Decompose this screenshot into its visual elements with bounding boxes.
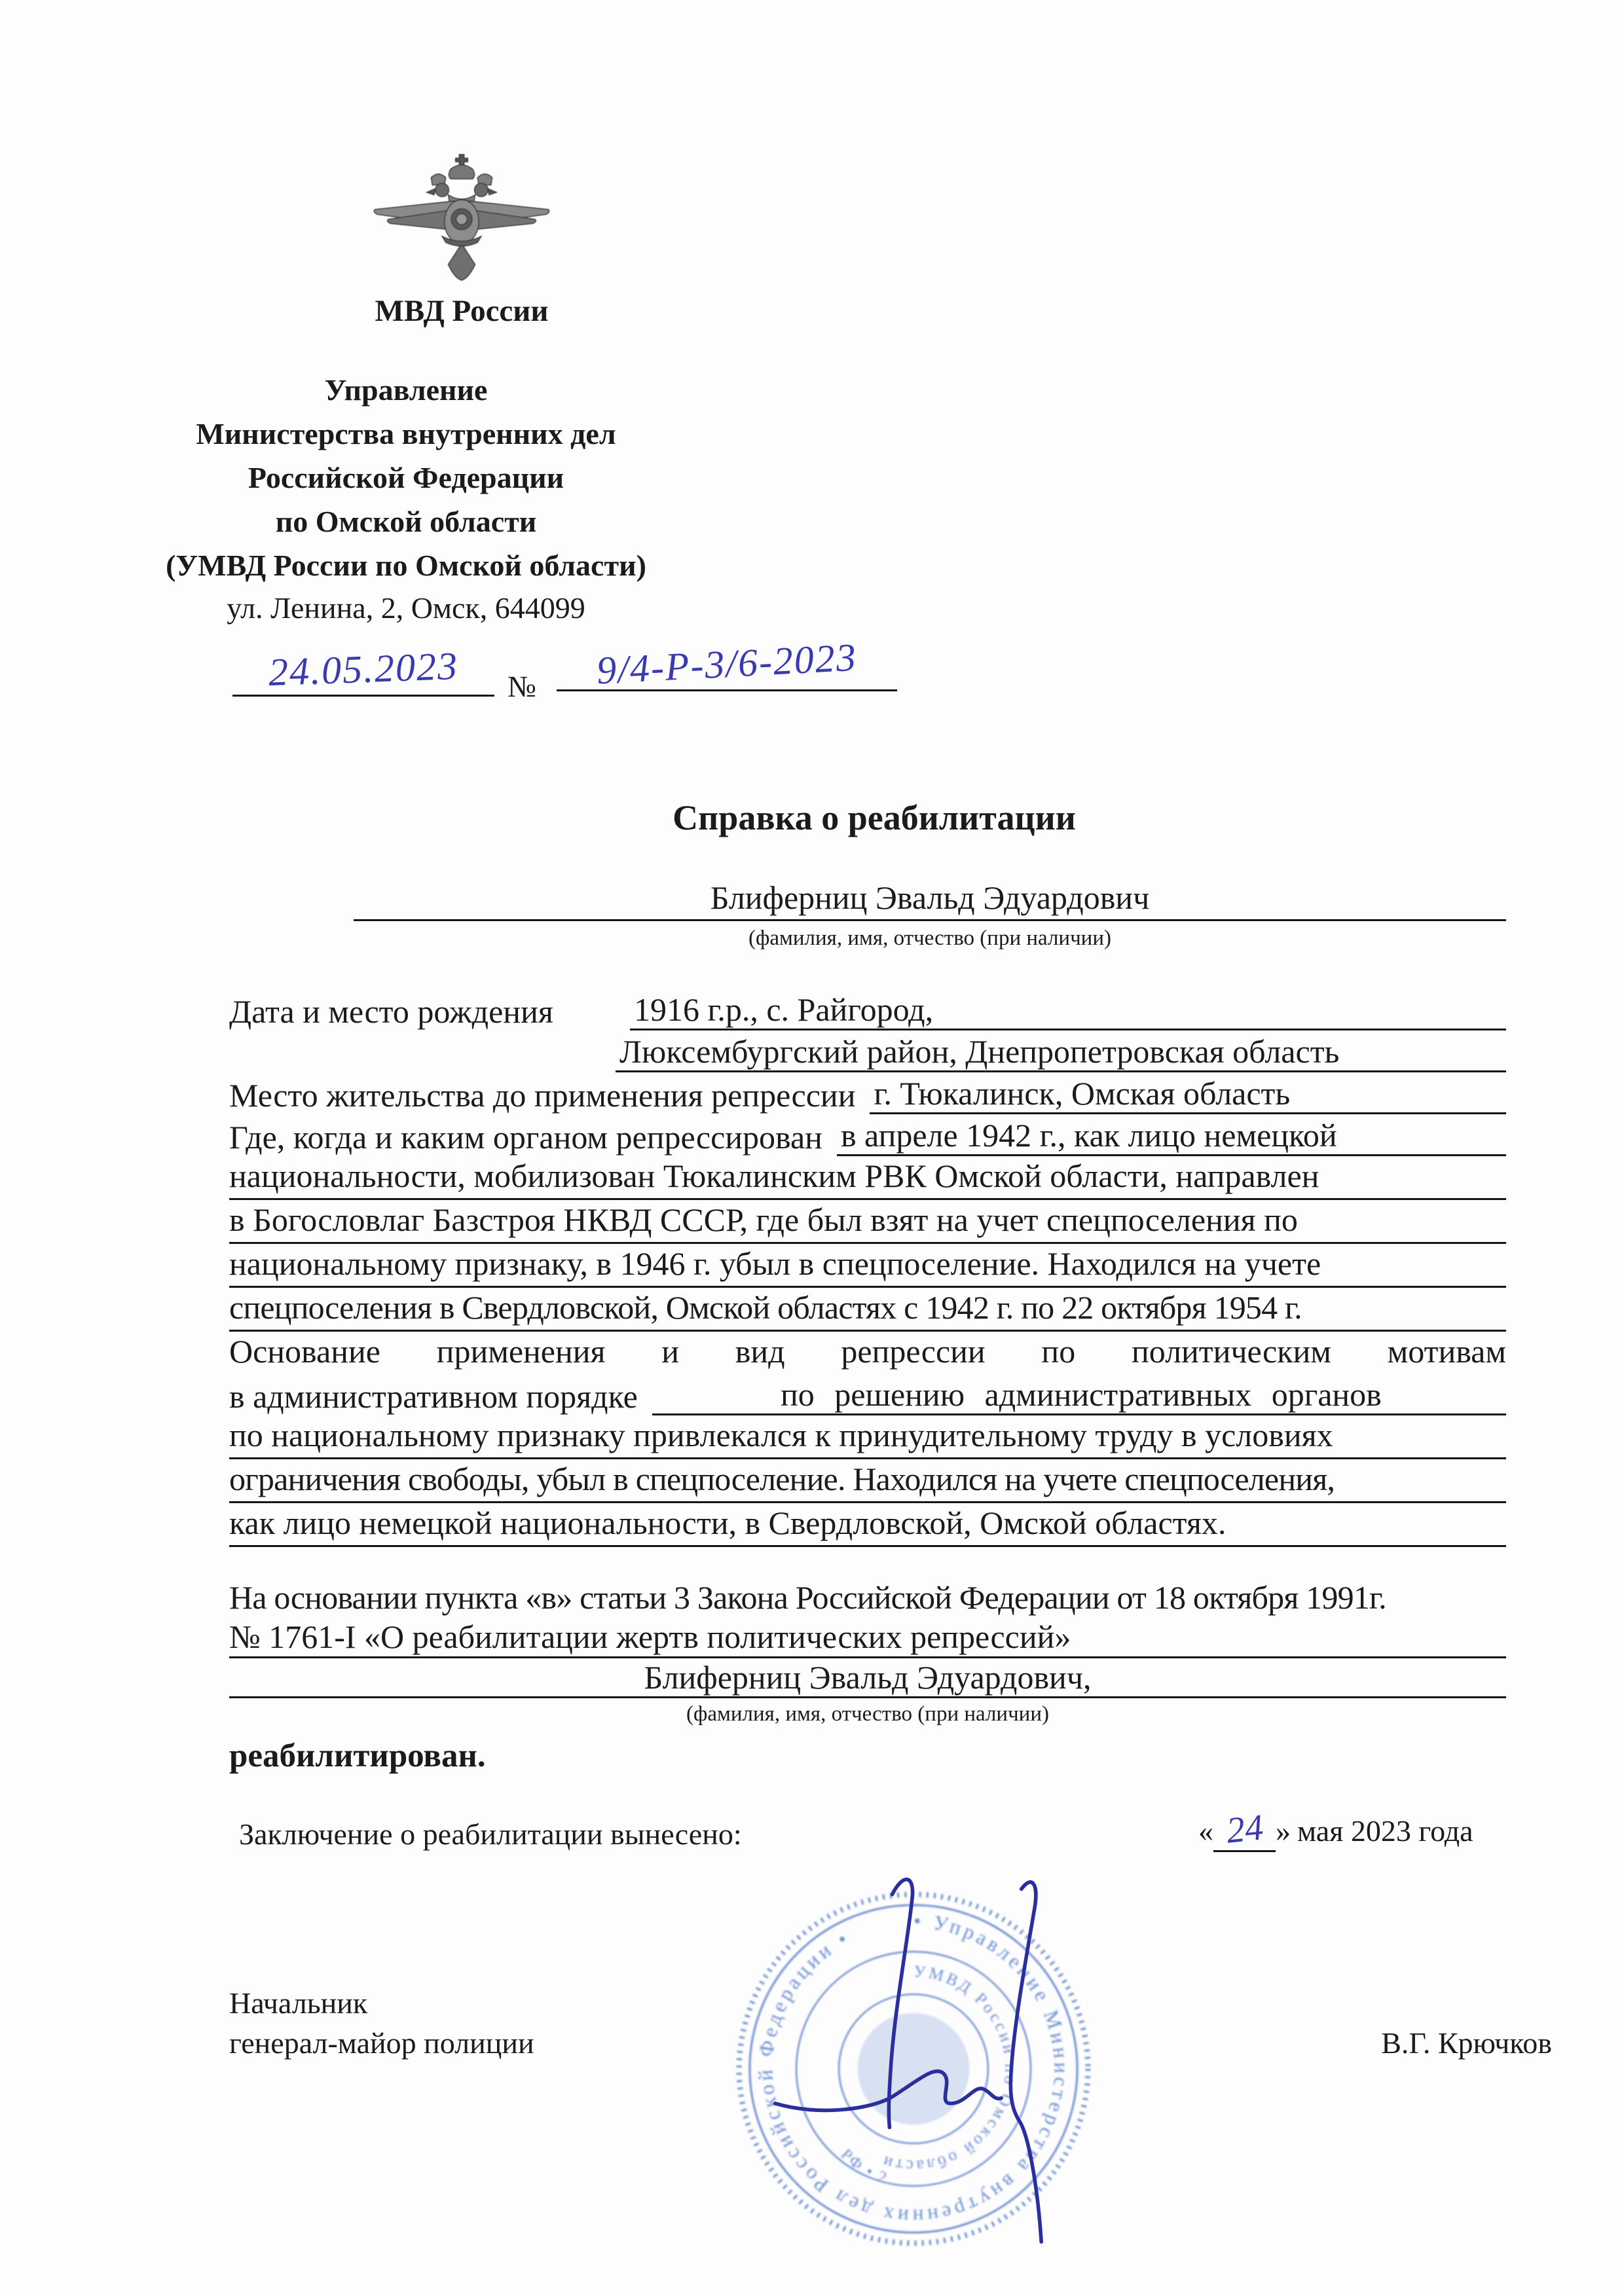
field-basis-label-line: Основание применения и вид репрессии по политическим мотивам	[229, 1333, 1506, 1370]
quote-close: »	[1276, 1814, 1291, 1848]
field-birth	[229, 989, 1506, 1030]
field-basis	[229, 1374, 1506, 1415]
issue-date-field	[232, 644, 494, 697]
field-residence-value: г. Тюкалинск, Омская область	[870, 1074, 1506, 1114]
conclusion-label: Заключение о реабилитации вынесено:	[239, 1817, 742, 1851]
field-residence	[229, 1072, 1506, 1114]
rehabilitated-name-line: Блиферниц Эвальд Эдуардович,	[229, 1658, 1506, 1698]
field-birth-label: Дата и место рождения	[229, 993, 553, 1030]
doc-number-field	[557, 635, 897, 693]
org-name-line: Российской Федерации	[248, 461, 564, 494]
legal-basis-paragraph	[229, 1576, 1506, 1775]
stamp-inner-ring-text: УМВД России по Омской области	[878, 1962, 1020, 2176]
verdict-text: реабилитирован.	[229, 1738, 486, 1774]
official-stamp	[714, 1866, 1113, 2272]
agency-name: МВД России	[375, 294, 549, 328]
conclusion-day-handwritten: 24	[1224, 1807, 1265, 1851]
conclusion-date	[1198, 1808, 1473, 1852]
continuation-line: по национальному признаку привлекался к принудительному труду в условиях	[229, 1415, 1506, 1459]
number-sign: №	[507, 670, 536, 703]
legal-line-1: На основании пункта «в» статьи 3 Закона Российской Федерации от 18 октября 1991г.	[229, 1579, 1386, 1616]
continuation-line: спецпоселения в Свердловской, Омской областях с 1942 г. по 22 октября 1954 г.	[229, 1288, 1506, 1332]
signer-position-line2: генерал-майор полиции	[229, 2026, 534, 2060]
org-name-line: по Омской области	[275, 505, 537, 538]
stamp-center-text: РФ • 2	[837, 2145, 891, 2188]
org-name-block	[98, 368, 714, 587]
org-name-line: (УМВД России по Омской области)	[166, 549, 646, 582]
field-basis-label2: в административном порядке	[229, 1378, 638, 1415]
quote-open: «	[1198, 1814, 1213, 1848]
continuation-line: ограничения свободы, убыл в спецпоселение. Находился на учете спецпоселения,	[229, 1459, 1506, 1503]
issue-date-handwritten: 24.05.2023	[267, 644, 460, 695]
mvd-eagle-emblem-icon	[370, 149, 553, 287]
field-birth-line2	[229, 1030, 1506, 1072]
org-address: ул. Ленина, 2, Омск, 644099	[227, 591, 585, 625]
doc-number-handwritten: 9/4-Р-3/6-2023	[595, 635, 858, 693]
conclusion-date-text: мая 2023 года	[1297, 1814, 1473, 1848]
field-birth-value: 1916 г.р., с. Райгород,	[630, 991, 1506, 1030]
continuation-line: как лицо немецкой национальности, в Свердловской, Омской областях.	[229, 1503, 1506, 1547]
field-repression	[229, 1114, 1506, 1156]
field-basis-value: по решению административных органов	[652, 1376, 1506, 1415]
org-name-line: Министерства внутренних дел	[196, 417, 616, 450]
legal-line-2: № 1761-I «О реабилитации жертв политических репрессий»	[229, 1618, 1506, 1658]
document-title: Справка о реабилитации	[673, 798, 1076, 837]
field-birth-value2: Люксембургский район, Днепропетровская область	[616, 1032, 1506, 1072]
continuation-line: национальному признаку, в 1946 г. убыл в спецпоселение. Находился на учете	[229, 1244, 1506, 1288]
stamp-outer-ring-text: • Управление Министерства внутренних дел Российской Федерации •	[754, 1909, 1073, 2229]
person-name-line: Блиферниц Эвальд Эдуардович	[354, 879, 1506, 921]
field-residence-label: Место жительства до применения репрессии	[229, 1077, 856, 1114]
org-name-line: Управление	[324, 373, 488, 407]
continuation-line: национальности, мобилизован Тюкалинским РВК Омской области, направлен	[229, 1156, 1506, 1200]
signer-position-line1: Начальник	[229, 1986, 368, 2020]
person-name-caption: (фамилия, имя, отчество (при наличии)	[748, 926, 1111, 950]
signer-name: В.Г. Крючков	[1381, 2026, 1552, 2060]
field-repression-value: в апреле 1942 г., как лицо немецкой	[837, 1116, 1506, 1156]
conclusion-day-field	[1213, 1808, 1276, 1852]
field-repression-label: Где, когда и каким органом репрессирован	[229, 1119, 822, 1156]
continuation-line: в Богословлаг Базстроя НКВД СССР, где был взят на учет спецпоселения по	[229, 1200, 1506, 1244]
rehabilitated-name-caption: (фамилия, имя, отчество (при наличии)	[686, 1702, 1049, 1726]
form-fields	[229, 989, 1506, 1547]
